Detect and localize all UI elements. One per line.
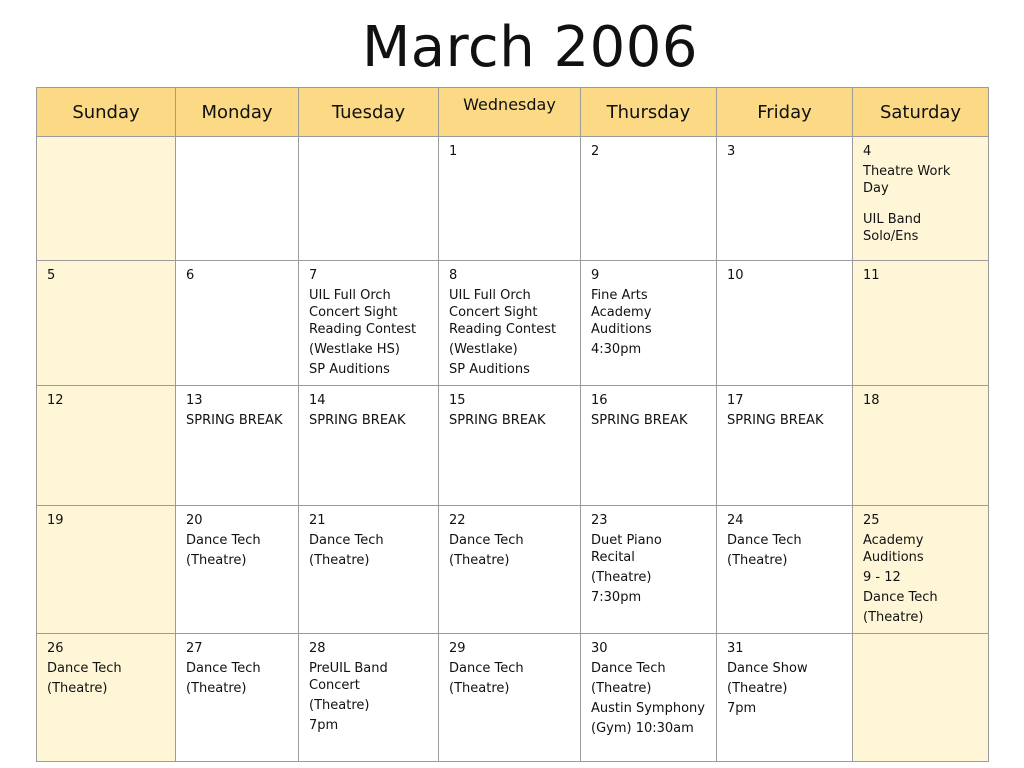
day-number: 29 [449, 641, 466, 656]
day-number: 5 [47, 268, 56, 283]
day-cell [853, 261, 989, 386]
event-text: (Theatre) [591, 681, 652, 696]
week-row [37, 261, 989, 386]
event-text: Austin Symphony [591, 701, 705, 716]
weekday-header-tuesday: Tuesday [299, 88, 439, 137]
day-cell [581, 386, 717, 506]
day-number: 14 [309, 393, 326, 408]
day-cell [581, 137, 717, 261]
event-text: SPRING BREAK [591, 413, 688, 428]
event-text: Dance Tech [449, 661, 524, 676]
day-cell [176, 137, 299, 261]
event-text: (Theatre) [449, 681, 510, 696]
weekday-header-friday: Friday [717, 88, 853, 137]
day-number: 12 [47, 393, 64, 408]
day-cell [581, 506, 717, 634]
event-text: PreUIL Band Concert [309, 661, 388, 693]
day-number: 19 [47, 513, 64, 528]
day-number: 22 [449, 513, 466, 528]
event-text: (Theatre) [449, 553, 510, 568]
event-text: SPRING BREAK [309, 413, 406, 428]
event-text: SP Auditions [309, 362, 390, 377]
day-cell [176, 261, 299, 386]
event-text: Theatre Work Day [863, 164, 951, 196]
weekday-header-row [37, 88, 989, 137]
event-text: UIL Full Orch Concert Sight Reading Contest [309, 288, 417, 337]
day-cell [299, 137, 439, 261]
week-row [37, 506, 989, 634]
day-cell [37, 634, 176, 762]
event-text: Dance Tech [591, 661, 666, 676]
day-number: 6 [186, 268, 195, 283]
day-number: 25 [863, 513, 880, 528]
event-text: (Theatre) [727, 553, 788, 568]
event-text: (Westlake HS) [309, 342, 400, 357]
day-cell [717, 386, 853, 506]
day-number: 1 [449, 144, 458, 159]
event-text: Dance Tech [449, 533, 524, 548]
day-cell [439, 261, 581, 386]
day-cell [299, 386, 439, 506]
event-text: Dance Tech [863, 590, 938, 605]
event-text: (Westlake) [449, 342, 518, 357]
day-number: 7 [309, 268, 318, 283]
day-cell [37, 506, 176, 634]
day-cell [37, 261, 176, 386]
day-number: 2 [591, 144, 600, 159]
event-text: UIL Full Orch Concert Sight Reading Contest [449, 288, 557, 337]
day-number: 20 [186, 513, 203, 528]
event-text: (Theatre) [186, 553, 247, 568]
day-number: 21 [309, 513, 326, 528]
day-cell [439, 137, 581, 261]
day-number: 8 [449, 268, 458, 283]
day-number: 9 [591, 268, 600, 283]
day-number: 23 [591, 513, 608, 528]
event-text: 7pm [309, 718, 339, 733]
event-text: Dance Tech [186, 661, 261, 676]
day-number: 11 [863, 268, 880, 283]
event-text: (Theatre) [47, 681, 108, 696]
page-title: March 2006 [361, 15, 699, 80]
day-cell [176, 386, 299, 506]
day-cell [853, 137, 989, 261]
day-cell [439, 634, 581, 762]
day-number: 15 [449, 393, 466, 408]
event-text: (Theatre) [309, 698, 370, 713]
day-cell [37, 137, 176, 261]
event-text: SP Auditions [449, 362, 530, 377]
day-cell [717, 261, 853, 386]
day-number: 10 [727, 268, 744, 283]
day-cell [176, 634, 299, 762]
event-text: Academy Auditions [863, 533, 924, 565]
day-number: 27 [186, 641, 203, 656]
day-number: 3 [727, 144, 736, 159]
day-number: 30 [591, 641, 608, 656]
event-text: (Theatre) [863, 610, 924, 625]
day-number: 28 [309, 641, 326, 656]
day-cell [853, 506, 989, 634]
day-cell [37, 386, 176, 506]
weekday-header-thursday: Thursday [581, 88, 717, 137]
day-number: 18 [863, 393, 880, 408]
day-number: 13 [186, 393, 203, 408]
day-number: 17 [727, 393, 744, 408]
day-cell [299, 261, 439, 386]
day-cell [299, 634, 439, 762]
event-text: (Theatre) [186, 681, 247, 696]
event-text: SPRING BREAK [449, 413, 546, 428]
event-text: (Theatre) [309, 553, 370, 568]
day-cell [581, 261, 717, 386]
event-text: 7pm [727, 701, 757, 716]
event-text: Fine Arts Academy Auditions [591, 288, 652, 337]
event-text: 9 - 12 [863, 570, 901, 585]
weekday-header-monday: Monday [176, 88, 299, 137]
event-text: 7:30pm [591, 590, 642, 605]
day-number: 31 [727, 641, 744, 656]
event-text: Dance Show [727, 661, 808, 676]
day-number: 24 [727, 513, 744, 528]
day-cell [299, 506, 439, 634]
day-cell [439, 386, 581, 506]
event-text: (Theatre) [727, 681, 788, 696]
event-text: Dance Tech [186, 533, 261, 548]
event-text: (Theatre) [591, 570, 652, 585]
day-cell [853, 634, 989, 762]
day-number: 26 [47, 641, 64, 656]
event-text: Dance Tech [309, 533, 384, 548]
weekday-header-sunday: Sunday [37, 88, 176, 137]
week-row [37, 634, 989, 762]
day-cell [176, 506, 299, 634]
event-text: (Gym) 10:30am [591, 721, 694, 736]
event-text: Dance Tech [727, 533, 802, 548]
day-cell [853, 386, 989, 506]
event-text: Dance Tech [47, 661, 122, 676]
calendar-grid [36, 87, 989, 762]
day-cell [581, 634, 717, 762]
day-number: 16 [591, 393, 608, 408]
weekday-header-saturday: Saturday [853, 88, 989, 137]
weekday-header-wednesday: Wednesday [439, 88, 581, 137]
event-text: SPRING BREAK [727, 413, 824, 428]
event-text: 4:30pm [591, 342, 642, 357]
week-row [37, 137, 989, 261]
event-text: Duet Piano Recital [591, 533, 662, 565]
event-text: SPRING BREAK [186, 413, 283, 428]
day-cell [439, 506, 581, 634]
event-text: UIL Band Solo/Ens [863, 212, 922, 244]
day-number: 4 [863, 144, 872, 159]
week-row [37, 386, 989, 506]
day-cell [717, 137, 853, 261]
day-cell [717, 506, 853, 634]
day-cell [717, 634, 853, 762]
